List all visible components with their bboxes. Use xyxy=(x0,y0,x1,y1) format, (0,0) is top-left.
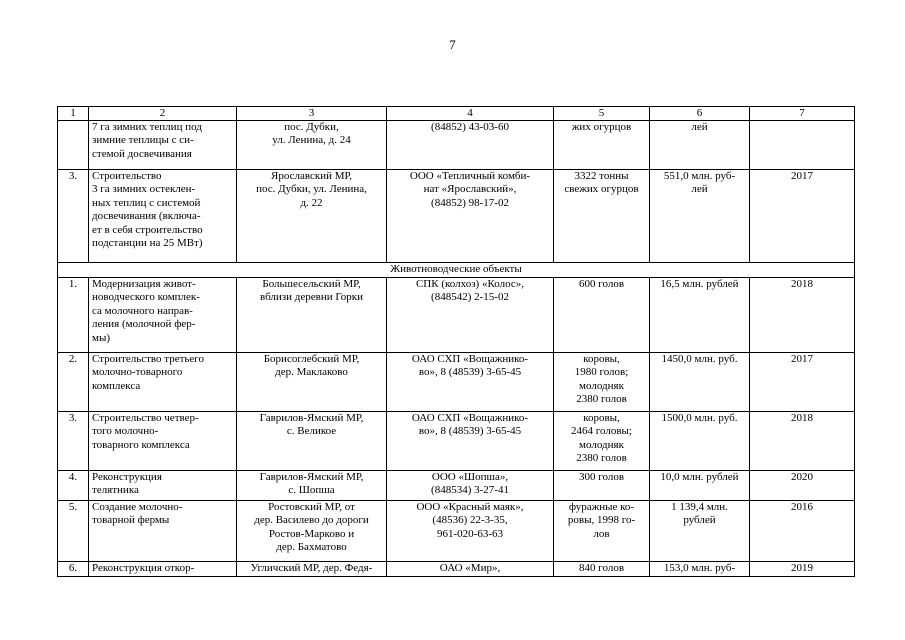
cell-text-line: 1450,0 млн. руб. xyxy=(661,353,738,365)
cell-text-line: Реконструкция откор- xyxy=(92,562,195,574)
cell-text-line: (48536) 22-3-35, xyxy=(432,514,508,527)
cell-text-line: Строительство третьего xyxy=(92,353,205,365)
cell-text-line: 3. xyxy=(68,170,78,182)
cell-text-line: 600 голов xyxy=(578,278,625,290)
cell-text-line: Строительство xyxy=(92,170,162,182)
table-row xyxy=(58,562,855,577)
cell-text-line: вблизи деревни Горки xyxy=(260,291,363,304)
cell-text-line: Гаврилов-Ямский МР, xyxy=(259,471,364,483)
cell-text-line: во», 8 (48539) 3-65-45 xyxy=(418,366,522,379)
cell-text-line: Модернизация живот- xyxy=(92,278,196,290)
cell-text-line: 961-020-63-63 xyxy=(437,527,503,540)
cell-text-line: лов xyxy=(593,527,610,540)
col-number-cell xyxy=(58,471,89,501)
cell-text-line: с. Шопша xyxy=(288,484,335,497)
cell-text-line: (84852) 43-03-60 xyxy=(431,121,509,133)
cell-text-line: ет в себя строительство xyxy=(92,223,203,236)
col-number-cell xyxy=(58,353,89,412)
col-project-cell xyxy=(89,353,237,412)
col-number-cell xyxy=(58,562,89,577)
cell-text-line: д. 22 xyxy=(300,196,323,209)
table-row xyxy=(58,170,855,263)
cell-text-line: Ростовский МР, от xyxy=(268,501,355,513)
cell-text-line: стемой досвечивания xyxy=(92,147,192,160)
col-project-cell xyxy=(89,170,237,263)
col-company-cell xyxy=(387,121,554,170)
table-row xyxy=(58,501,855,562)
cell-text-line: 7 га зимних теплиц под xyxy=(92,121,202,133)
investment-projects-table xyxy=(57,106,855,577)
col-capacity-cell xyxy=(554,121,650,170)
cell-text-line: телятника xyxy=(92,484,139,497)
cell-text-line: 5. xyxy=(68,501,78,513)
cell-text-line: Реконструкция xyxy=(92,471,162,483)
col-year-cell xyxy=(750,562,855,577)
cell-text-line: 2018 xyxy=(791,412,813,424)
cell-text-line: мы) xyxy=(92,331,111,344)
col-location-cell xyxy=(237,278,387,353)
col-location-cell xyxy=(237,353,387,412)
header-cell-5: 5 xyxy=(554,107,650,121)
col-cost-cell xyxy=(650,562,750,577)
cell-text-line: 6. xyxy=(68,562,78,574)
cell-text-line: Создание молочно- xyxy=(92,501,183,513)
col-capacity-cell xyxy=(554,471,650,501)
col-cost-cell xyxy=(650,412,750,471)
cell-text-line: 2017 xyxy=(791,353,813,365)
cell-text-line: 10,0 млн. рублей xyxy=(660,471,739,483)
cell-text-line: 16,5 млн. рублей xyxy=(660,278,739,290)
cell-text-line: 2464 головы; xyxy=(571,425,632,438)
col-number-cell xyxy=(58,501,89,562)
table-row xyxy=(58,471,855,501)
cell-text-line: Большесельский МР, xyxy=(262,278,361,290)
col-cost-cell xyxy=(650,278,750,353)
cell-text-line: нат «Ярославский», xyxy=(423,183,517,196)
cell-text-line: 4. xyxy=(68,471,78,483)
cell-text-line: ООО «Шопша», xyxy=(431,471,509,483)
cell-text-line: коровы, xyxy=(583,412,620,424)
col-cost-cell xyxy=(650,121,750,170)
col-cost-cell xyxy=(650,471,750,501)
cell-text-line: 2380 голов xyxy=(576,393,627,406)
cell-text-line: подстанции на 25 МВт) xyxy=(92,237,203,250)
table-row xyxy=(58,353,855,412)
col-cost-cell xyxy=(650,353,750,412)
header-cell-1: 1 xyxy=(58,107,89,121)
cell-text-line: ОАО СХП «Вощажнико- xyxy=(411,353,529,365)
cell-text-line: комплекса xyxy=(92,379,141,392)
cell-text-line: жих огурцов xyxy=(571,121,632,133)
col-number-cell xyxy=(58,278,89,353)
cell-text-line: рублей xyxy=(683,514,716,527)
cell-text-line: 2020 xyxy=(791,471,813,483)
col-year-cell xyxy=(750,170,855,263)
col-project-cell xyxy=(89,412,237,471)
cell-text-line: во», 8 (48539) 3-65-45 xyxy=(418,425,522,438)
col-company-cell xyxy=(387,562,554,577)
col-capacity-cell xyxy=(554,170,650,263)
cell-text-line: (848534) 3-27-41 xyxy=(431,484,509,497)
col-project-cell xyxy=(89,121,237,170)
cell-text-line: новодческого комплек- xyxy=(92,291,200,304)
cell-text-line: 2017 xyxy=(791,170,813,182)
cell-text-line: товарной фермы xyxy=(92,514,170,527)
col-location-cell xyxy=(237,170,387,263)
cell-text-line: дер. Маклаково xyxy=(275,366,348,379)
cell-text-line: Ярославский МР, xyxy=(270,170,353,182)
col-location-cell xyxy=(237,121,387,170)
col-company-cell xyxy=(387,501,554,562)
cell-text-line: 2018 xyxy=(791,278,813,290)
col-company-cell xyxy=(387,170,554,263)
cell-text-line: 3 га зимних остеклен- xyxy=(92,183,196,196)
cell-text-line: ул. Ленина, д. 24 xyxy=(272,134,351,147)
cell-text-line: Борисоглебский МР, xyxy=(263,353,360,365)
cell-text-line: товарного комплекса xyxy=(92,438,190,451)
col-project-cell xyxy=(89,501,237,562)
col-cost-cell xyxy=(650,170,750,263)
cell-text-line: молодняк xyxy=(579,379,624,392)
col-year-cell xyxy=(750,353,855,412)
cell-text-line: 2016 xyxy=(791,501,813,513)
col-capacity-cell xyxy=(554,501,650,562)
col-year-cell xyxy=(750,471,855,501)
cell-text-line: коровы, xyxy=(583,353,620,365)
cell-text-line: свежих огурцов xyxy=(564,183,639,196)
table-header-row xyxy=(58,107,855,121)
col-capacity-cell xyxy=(554,278,650,353)
col-year-cell xyxy=(750,121,855,170)
col-cost-cell xyxy=(650,501,750,562)
cell-text-line: фуражные ко- xyxy=(568,501,635,513)
cell-text-line: досвечивания (включа- xyxy=(92,210,201,223)
col-project-cell xyxy=(89,471,237,501)
cell-text-line: лей xyxy=(691,121,708,133)
cell-text-line: 2. xyxy=(68,353,78,365)
cell-text-line: Гаврилов-Ямский МР, xyxy=(259,412,364,424)
cell-text-line: 1 139,4 млн. xyxy=(671,501,728,513)
table-row xyxy=(58,121,855,170)
cell-text-line: пос. Дубки, ул. Ленина, xyxy=(256,183,367,196)
section-row xyxy=(58,263,855,278)
cell-text-line: зимние теплицы с си- xyxy=(92,134,194,147)
cell-text-line: СПК (колхоз) «Колос», xyxy=(415,278,525,290)
cell-text-line: того молочно- xyxy=(92,425,159,438)
cell-text-line: с. Великое xyxy=(286,425,337,438)
col-project-cell xyxy=(89,562,237,577)
cell-text-line: ОАО «Мир», xyxy=(439,562,501,574)
col-capacity-cell xyxy=(554,412,650,471)
cell-text-line: ООО «Красный маяк», xyxy=(416,501,524,513)
header-cell-7: 7 xyxy=(750,107,855,121)
col-number-cell xyxy=(58,121,89,170)
col-project-cell xyxy=(89,278,237,353)
col-location-cell xyxy=(237,412,387,471)
cell-text-line: ления (молочной фер- xyxy=(92,318,196,331)
col-capacity-cell xyxy=(554,562,650,577)
cell-text-line: ровы, 1998 го- xyxy=(567,514,636,527)
header-cell-2: 2 xyxy=(89,107,237,121)
cell-text-line: (84852) 98-17-02 xyxy=(431,196,509,209)
cell-text-line: 1500,0 млн. руб. xyxy=(661,412,738,424)
col-year-cell xyxy=(750,501,855,562)
cell-text-line: са молочного направ- xyxy=(92,304,193,317)
cell-text-line: 1980 голов; xyxy=(574,366,629,379)
cell-text-line: пос. Дубки, xyxy=(284,121,339,133)
col-location-cell xyxy=(237,501,387,562)
cell-text-line: 1. xyxy=(68,278,78,290)
cell-text-line: лей xyxy=(691,183,708,196)
table-row xyxy=(58,278,855,353)
cell-text-line: дер. Василево до дороги xyxy=(254,514,369,527)
cell-text-line: дер. Бахматово xyxy=(276,541,347,554)
cell-text-line: ных теплиц с системой xyxy=(92,196,201,209)
header-cell-3: 3 xyxy=(237,107,387,121)
cell-text-line: 300 голов xyxy=(578,471,625,483)
col-company-cell xyxy=(387,353,554,412)
col-number-cell xyxy=(58,170,89,263)
cell-text-line: 551,0 млн. руб- xyxy=(663,170,736,182)
section-title: Животноводческие объекты xyxy=(58,263,855,278)
cell-text-line: ООО «Тепличный комби- xyxy=(409,170,531,182)
cell-text-line: (848542) 2-15-02 xyxy=(431,291,509,304)
col-capacity-cell xyxy=(554,353,650,412)
header-cell-4: 4 xyxy=(387,107,554,121)
col-location-cell xyxy=(237,562,387,577)
cell-text-line: Строительство четвер- xyxy=(92,412,199,424)
cell-text-line: 153,0 млн. руб- xyxy=(663,562,736,574)
col-company-cell xyxy=(387,278,554,353)
table-body xyxy=(58,107,855,577)
col-location-cell xyxy=(237,471,387,501)
cell-text-line: молочно-товарного xyxy=(92,366,183,379)
col-company-cell xyxy=(387,471,554,501)
cell-text-line: Ростов-Марково и xyxy=(268,527,355,540)
cell-text-line: ОАО СХП «Вощажнико- xyxy=(411,412,529,424)
cell-text-line: 3. xyxy=(68,412,78,424)
col-year-cell xyxy=(750,412,855,471)
table-row xyxy=(58,412,855,471)
cell-text-line: 2019 xyxy=(791,562,813,574)
cell-text-line: молодняк xyxy=(579,438,624,451)
col-number-cell xyxy=(58,412,89,471)
cell-text-line: 3322 тонны xyxy=(574,170,629,182)
cell-text-line: Угличский МР, дер. Федя- xyxy=(250,562,373,574)
page-number: 7 xyxy=(449,37,456,52)
col-year-cell xyxy=(750,278,855,353)
col-company-cell xyxy=(387,412,554,471)
cell-text-line: 840 голов xyxy=(578,562,625,574)
header-cell-6: 6 xyxy=(650,107,750,121)
cell-text-line: 2380 голов xyxy=(576,452,627,465)
